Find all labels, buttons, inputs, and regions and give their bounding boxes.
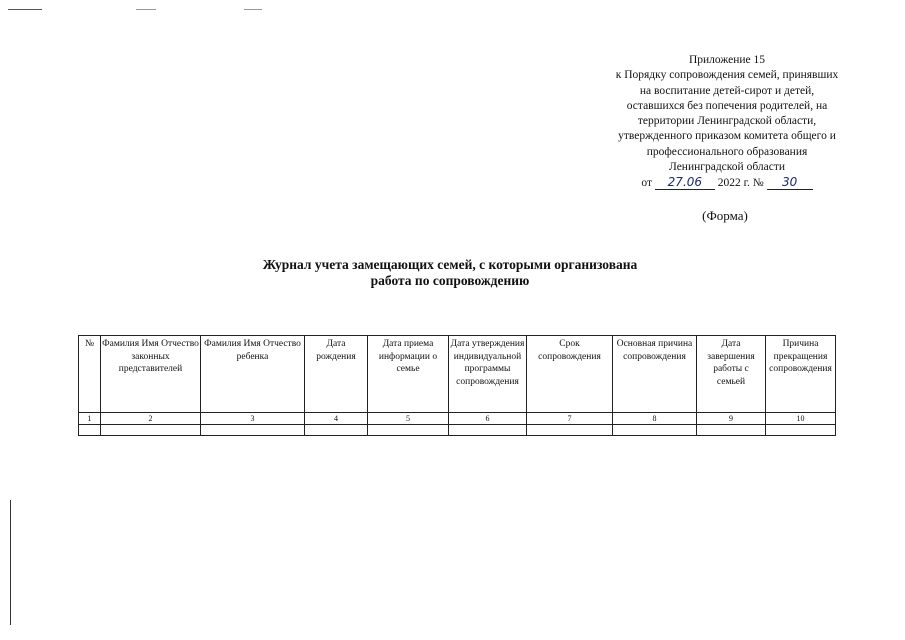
column-number: 7 xyxy=(527,413,613,425)
date-suffix: 2022 г. № xyxy=(717,177,764,190)
header-cell: № xyxy=(79,336,101,413)
column-number: 2 xyxy=(101,413,201,425)
column-number: 1 xyxy=(79,413,101,425)
header-cell: Причина прекращения сопровождения xyxy=(766,336,836,413)
empty-cell xyxy=(368,425,449,436)
date-prefix: от xyxy=(641,177,652,190)
annex-line: Приложение 15 xyxy=(688,54,766,66)
annex-block xyxy=(596,53,858,192)
empty-cell xyxy=(79,425,101,436)
column-number: 3 xyxy=(201,413,305,425)
title-line-1: Журнал учета замещающих семей, с которыми организована xyxy=(262,257,638,272)
scan-artifact xyxy=(10,500,11,625)
empty-cell xyxy=(305,425,368,436)
header-cell: Дата завершения работы с семьей xyxy=(697,336,766,413)
header-cell: Дата утверждения индивидуальной программы сопровождения xyxy=(449,336,527,413)
annex-line: профессионального образования xyxy=(646,145,808,158)
empty-cell xyxy=(101,425,201,436)
column-number: 9 xyxy=(697,413,766,425)
empty-cell xyxy=(527,425,613,436)
empty-cell xyxy=(201,425,305,436)
empty-cell xyxy=(613,425,697,436)
document-title xyxy=(190,257,710,289)
annex-line: к Порядку сопровождения семей, принявших xyxy=(615,69,839,82)
column-number-row xyxy=(79,413,836,425)
empty-cell xyxy=(766,425,836,436)
annex-line: на воспитание детей-сирот и детей, xyxy=(639,84,815,97)
title-line-2: работа по сопровождению xyxy=(370,273,530,288)
scan-artifact xyxy=(136,9,156,10)
column-number: 8 xyxy=(613,413,697,425)
column-number: 6 xyxy=(449,413,527,425)
header-cell: Дата приема информации о семье xyxy=(368,336,449,413)
table-header-row xyxy=(79,336,836,413)
empty-cell xyxy=(697,425,766,436)
header-cell: Срок сопровождения xyxy=(527,336,613,413)
annex-line: территории Ленинградской области, xyxy=(637,115,817,128)
annex-line: утвержденного приказом комитета общего и xyxy=(618,130,836,143)
scan-artifact xyxy=(244,9,262,10)
column-number: 10 xyxy=(766,413,836,425)
handwritten-order-number: 30 xyxy=(767,176,813,190)
column-number: 4 xyxy=(305,413,368,425)
empty-cell xyxy=(449,425,527,436)
scan-artifact xyxy=(8,9,42,10)
journal-table xyxy=(78,335,836,436)
header-cell: Основная причина сопровождения xyxy=(613,336,697,413)
form-label: (Форма) xyxy=(702,208,748,223)
annex-line: оставшихся без попечения родителей, на xyxy=(626,99,828,112)
header-cell: Фамилия Имя Отчество ребенка xyxy=(201,336,305,413)
header-cell: Дата рождения xyxy=(305,336,368,413)
table-row xyxy=(79,425,836,436)
order-date-line xyxy=(596,176,858,191)
annex-line: Ленинградской области xyxy=(668,161,786,174)
handwritten-date: 27.06 xyxy=(655,176,715,190)
column-number: 5 xyxy=(368,413,449,425)
header-cell: Фамилия Имя Отчество законных представителей xyxy=(101,336,201,413)
